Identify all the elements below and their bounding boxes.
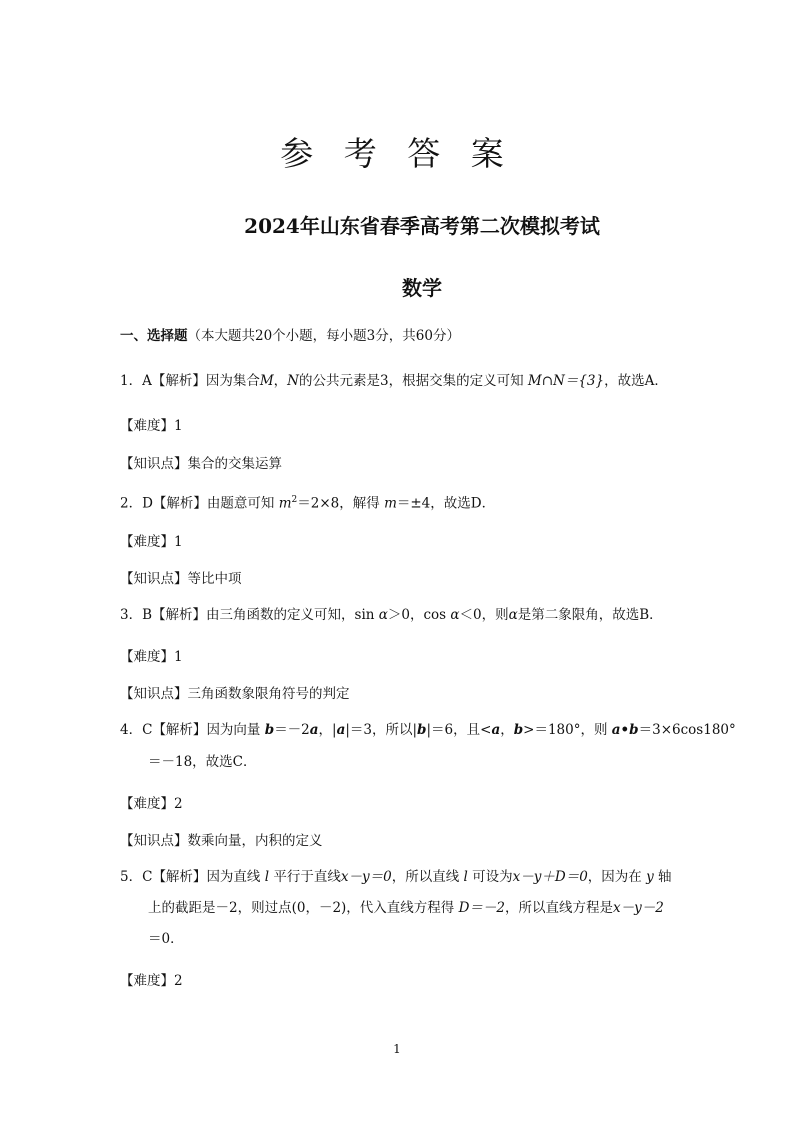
difficulty-value: 1 (174, 534, 183, 550)
subject-heading: 数学 (402, 276, 442, 300)
set-expression: M∩N＝{3} (527, 373, 605, 389)
vec-a: a (491, 722, 501, 738)
question-number: 2． (120, 495, 143, 512)
var-alpha: α (508, 607, 518, 623)
answer-2 (120, 490, 495, 514)
knowledge-value: 集合的交集运算 (187, 456, 282, 472)
difficulty-1 (120, 416, 183, 436)
difficulty-label: 【难度】 (120, 534, 174, 550)
analysis-text: ，所以直线方程是 (505, 900, 614, 916)
analysis-text: |＝3，所以| (345, 722, 418, 738)
answer-5-cont2 (148, 929, 184, 949)
analysis-label: 【解析】 (152, 495, 207, 512)
analysis-text: ＝±4，故选D． (396, 495, 496, 512)
answer-3 (120, 605, 663, 625)
answer-4 (120, 720, 736, 740)
knowledge-label: 【知识点】 (120, 571, 188, 587)
answer-1 (120, 371, 668, 391)
question-number: 5． (120, 869, 143, 885)
difficulty-label: 【难度】 (120, 418, 174, 434)
answer-5 (120, 867, 672, 887)
var-M: M (259, 373, 274, 389)
difficulty-label: 【难度】 (120, 796, 174, 812)
analysis-text: 的公共元素是3，根据交集的定义可知 (298, 373, 524, 389)
difficulty-2 (120, 532, 183, 552)
vec-a: a (336, 722, 346, 738)
knowledge-4 (120, 831, 323, 851)
question-number: 3． (120, 607, 143, 623)
analysis-text: 是第二象限角，故选B． (517, 607, 663, 623)
difficulty-label: 【难度】 (120, 649, 174, 665)
knowledge-3 (120, 684, 350, 704)
section-heading (120, 326, 460, 346)
analysis-text: >＝180°，则 (523, 722, 608, 738)
analysis-text: 轴 (658, 869, 672, 885)
var-m: m (384, 495, 397, 512)
vec-b: b (264, 722, 275, 738)
analysis-label: 【解析】 (152, 869, 207, 885)
analysis-text: ＝－2 (274, 722, 310, 738)
var-alpha: α (378, 607, 388, 623)
difficulty-value: 1 (174, 418, 183, 434)
vec-b: b (417, 722, 427, 738)
exponent: 2 (291, 495, 298, 505)
answer-choice: D (142, 495, 153, 512)
difficulty-4 (120, 794, 183, 814)
difficulty-3 (120, 647, 183, 667)
page-number: 1 (393, 1042, 401, 1056)
equation: D＝－2 (458, 900, 506, 916)
analysis-text: 因为集合 (205, 373, 260, 389)
answer-5-cont (148, 898, 664, 918)
vec-a: a (309, 722, 319, 738)
analysis-text: ，所以直线 (391, 869, 460, 885)
dot-operator: • (620, 722, 630, 738)
knowledge-2 (120, 569, 242, 589)
knowledge-1 (120, 454, 282, 474)
analysis-text: |＝6，且< (426, 722, 492, 738)
knowledge-value: 三角函数象限角符号的判定 (187, 686, 350, 702)
punct: ， (273, 373, 288, 389)
difficulty-value: 2 (174, 796, 183, 812)
var-l: l (264, 869, 270, 885)
exam-subtitle: 2024年山东省春季高考第二次模拟考试 (244, 214, 600, 238)
analysis-text: ＝0． (148, 931, 184, 947)
section-note: （本大题共20个小题，每小题3分，共60分） (187, 328, 460, 344)
knowledge-label: 【知识点】 (120, 686, 188, 702)
analysis-text: ＞0，cos (387, 607, 447, 623)
analysis-text: 由题意可知 (206, 495, 275, 512)
analysis-label: 【解析】 (151, 373, 206, 389)
analysis-text: ＜0，则 (459, 607, 509, 623)
line-equation: x－y＋D＝0 (512, 869, 588, 885)
answer-choice: B (142, 607, 153, 623)
analysis-text: 因为向量 (206, 722, 261, 738)
var-alpha: α (450, 607, 460, 623)
difficulty-value: 2 (174, 973, 183, 989)
knowledge-value: 数乘向量，内积的定义 (187, 833, 323, 849)
knowledge-value: 等比中项 (187, 571, 242, 587)
answer-4-cont (148, 752, 257, 772)
analysis-text: ，故选A． (604, 373, 668, 389)
analysis-text: ＝2×8，解得 (297, 495, 380, 512)
analysis-label: 【解析】 (152, 607, 207, 623)
vec-b: b (513, 722, 524, 738)
knowledge-label: 【知识点】 (120, 456, 188, 472)
section-title: 一、选择题 (120, 328, 188, 344)
question-number: 1． (120, 373, 143, 389)
var-m: m (278, 495, 292, 512)
difficulty-value: 1 (174, 649, 183, 665)
answer-choice: C (142, 722, 153, 738)
analysis-text: 可设为 (472, 869, 513, 885)
var-y: y (646, 869, 654, 885)
difficulty-label: 【难度】 (120, 973, 174, 989)
vec-b: b (629, 722, 639, 738)
analysis-text: 平行于直线 (273, 869, 341, 885)
var-N: N (287, 373, 299, 389)
analysis-text: 上的截距是－2，则过点(0，－2)，代入直线方程得 (148, 900, 455, 916)
knowledge-label: 【知识点】 (120, 833, 188, 849)
answer-choice: A (142, 373, 152, 389)
analysis-text: 由三角函数的定义可知，sin (206, 607, 375, 623)
analysis-text: ，| (318, 722, 337, 738)
analysis-text: 因为直线 (206, 869, 261, 885)
difficulty-5 (120, 971, 183, 991)
answer-choice: C (142, 869, 153, 885)
analysis-label: 【解析】 (152, 722, 207, 738)
analysis-text: ，因为在 (587, 869, 642, 885)
page-title: 参 考 答 案 (280, 134, 514, 173)
line-equation: x－y－2 (613, 900, 664, 916)
analysis-text: ＝－18，故选C． (148, 754, 257, 770)
analysis-text: ， (500, 722, 514, 738)
vec-a: a (611, 722, 621, 738)
question-number: 4． (120, 722, 143, 738)
line-equation: x－y＝0 (340, 869, 392, 885)
var-l: l (463, 869, 468, 885)
analysis-text: ＝3×6cos180° (638, 722, 736, 738)
